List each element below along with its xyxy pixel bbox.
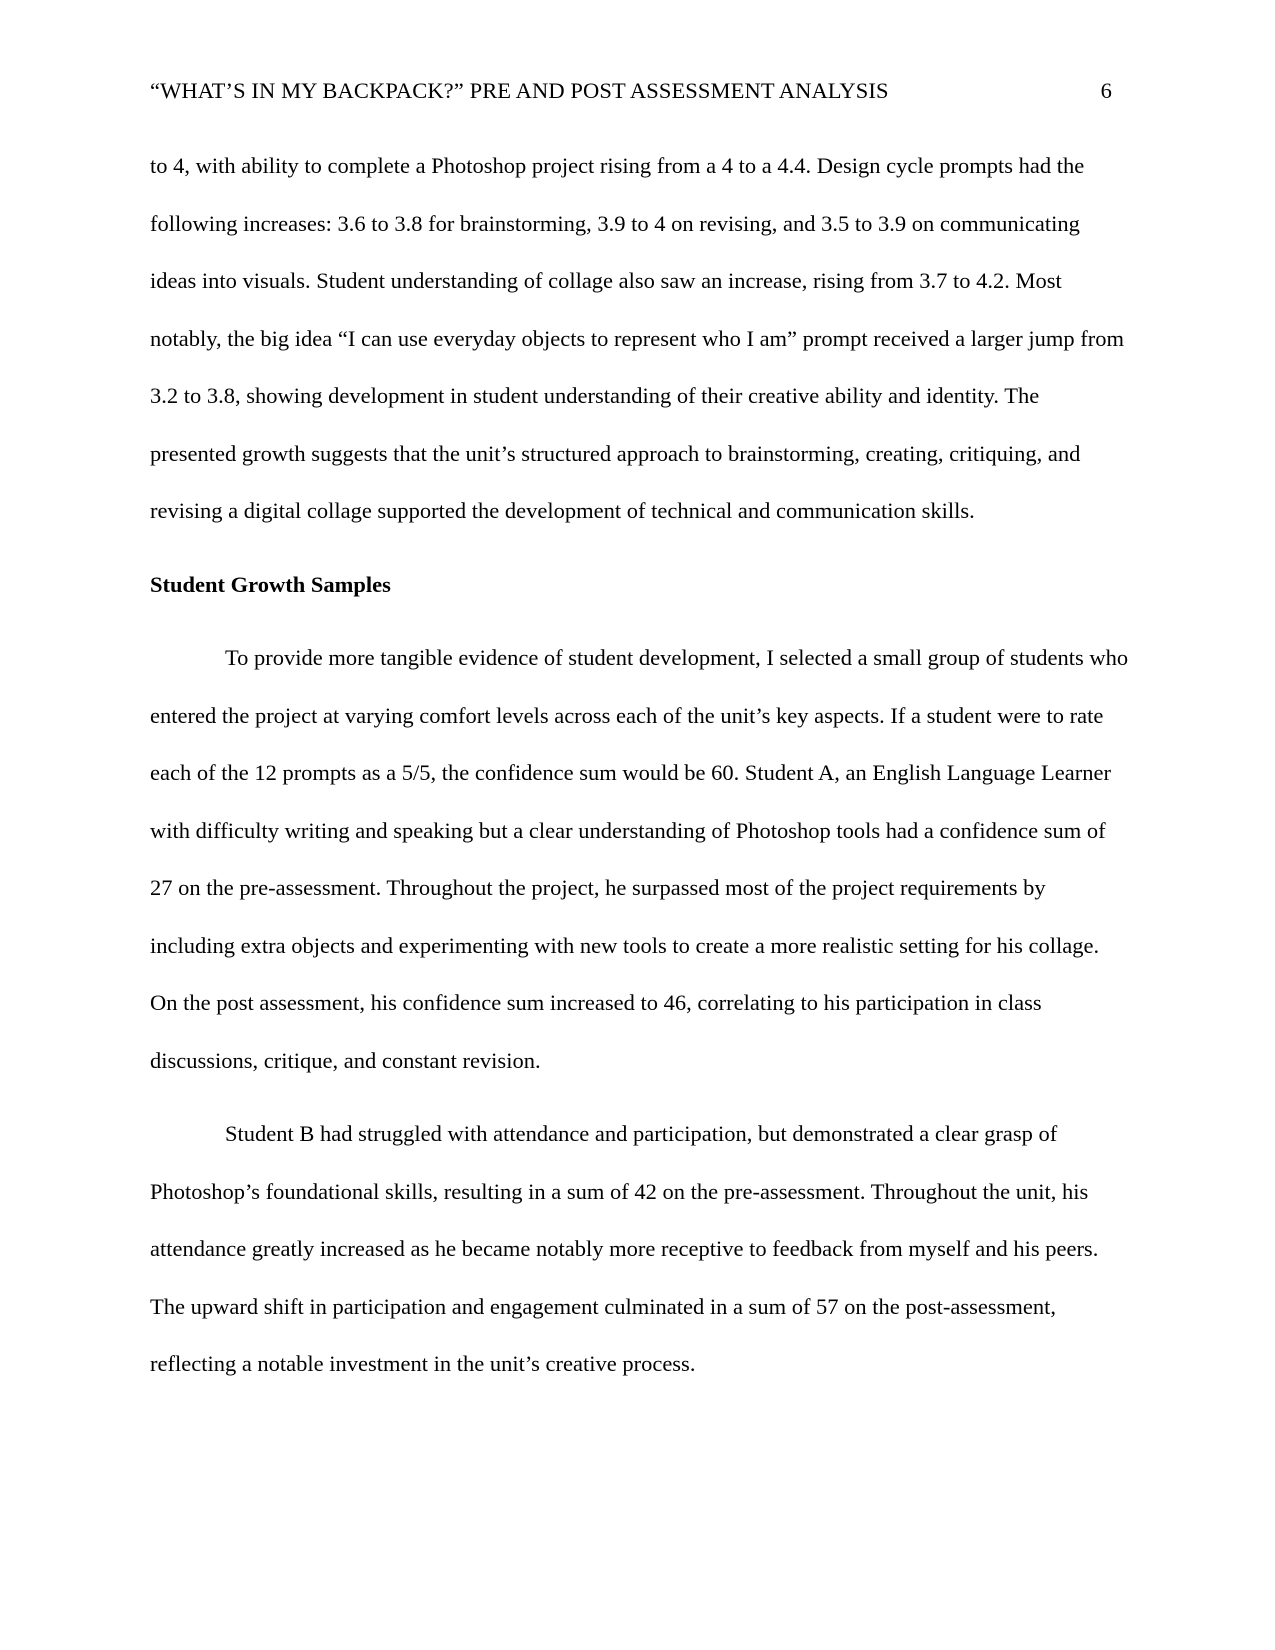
running-head-title: “WHAT’S IN MY BACKPACK?” PRE AND POST ASSESSMENT ANALYSIS [150, 78, 889, 103]
page-number: 6 [1100, 78, 1112, 103]
body-text [150, 137, 1130, 1393]
paragraph-continued: to 4, with ability to complete a Photoshop project rising from a 4 to a 4.4. Design cycle prompts had the following increases: 3.6 to 3.8 for brainstorming, 3.9 to 4 on revising, and 3.5 to 3.9 on communicating ideas into visuals. Student understanding of collage also saw an increase, rising from 3.7 to 4.2. Most notably, the big idea “I can use everyday objects to represent who I am” prompt received a larger jump from 3.2 to 3.8, showing development in student understanding of their creative ability and identity. The presented growth suggests that the unit’s structured approach to brainstorming, creating, critiquing, and revising a digital collage supported the development of technical and communication skills. [150, 153, 1125, 523]
paragraph-student-a: To provide more tangible evidence of student development, I selected a small group of students who entered the project at varying comfort levels across each of the unit’s key aspects. If a student were to rate each of the 12 prompts as a 5/5, the confidence sum would be 60. Student A, an English Language Learner with difficulty writing and speaking but a clear understanding of Photoshop tools had a confidence sum of 27 on the pre-assessment. Throughout the project, he surpassed most of the project requirements by including extra objects and experimenting with new tools to create a more realistic setting for his collage. On the post assessment, his confidence sum increased to 46, correlating to his participation in class discussions, critique, and constant revision. [150, 645, 1129, 1073]
running-head [150, 74, 1112, 108]
paragraph-student-b: Student B had struggled with attendance and participation, but demonstrated a clear grasp of Photoshop’s foundational skills, resulting in a sum of 42 on the pre-assessment. Throughout the unit, his attendance greatly increased as he became notably more receptive to feedback from myself and his peers. The upward shift in participation and engagement culminated in a sum of 57 on the post-assessment, reflecting a notable investment in the unit’s creative process. [150, 1121, 1099, 1376]
section-heading: Student Growth Samples [150, 571, 391, 597]
